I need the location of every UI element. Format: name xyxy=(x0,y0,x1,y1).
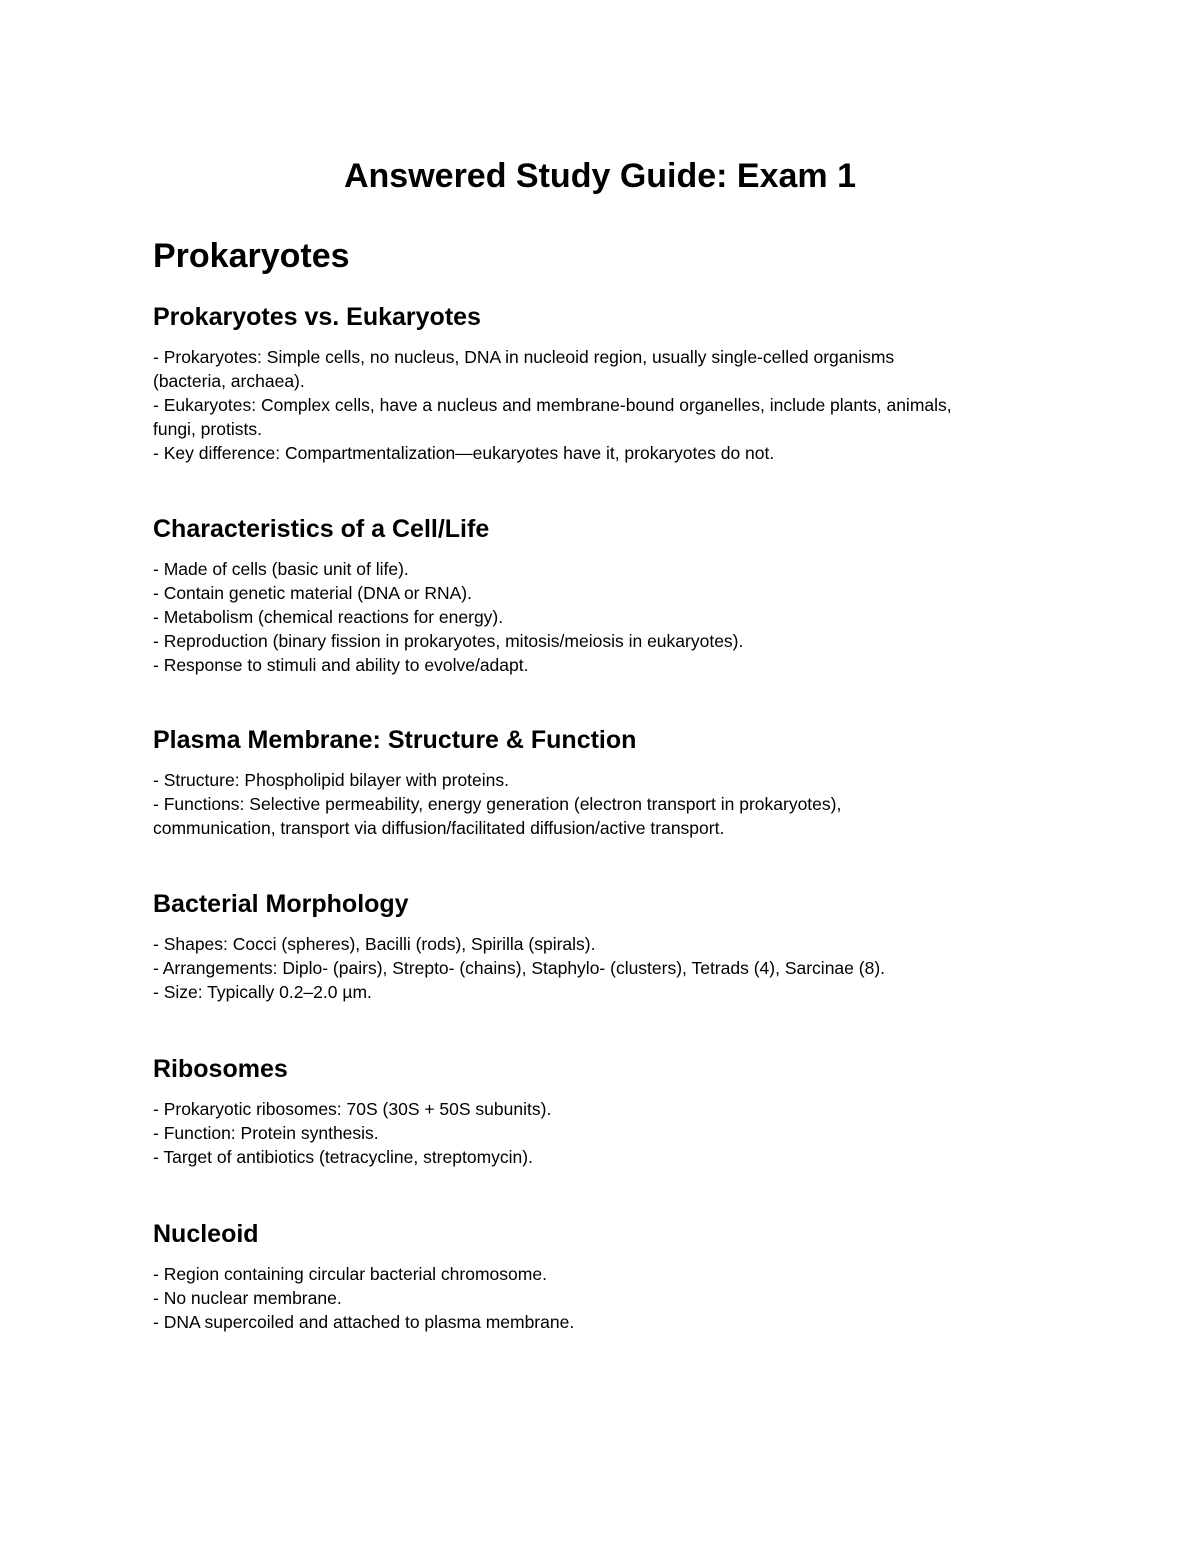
section-heading: Plasma Membrane: Structure & Function xyxy=(153,726,637,754)
body-line: - Target of antibiotics (tetracycline, streptomycin). xyxy=(153,1147,533,1167)
section-characteristics-of-life xyxy=(153,513,1073,677)
section-heading: Prokaryotes vs. Eukaryotes xyxy=(153,303,481,331)
section-heading: Nucleoid xyxy=(153,1220,259,1248)
section-bacterial-morphology xyxy=(153,888,1073,1004)
body-line: - Metabolism (chemical reactions for energy). xyxy=(153,607,504,627)
section-plasma-membrane xyxy=(153,724,1073,840)
body-line: fungi, protists. xyxy=(153,419,262,439)
section-heading: Characteristics of a Cell/Life xyxy=(153,515,490,543)
body-line: - Structure: Phospholipid bilayer with proteins. xyxy=(153,770,510,790)
section-body xyxy=(153,345,1073,465)
body-line: - Eukaryotes: Complex cells, have a nucleus and membrane-bound organelles, include plants, animals, xyxy=(153,395,952,415)
section-body xyxy=(153,1262,1073,1334)
body-line: - Region containing circular bacterial chromosome. xyxy=(153,1264,547,1284)
body-line: - Contain genetic material (DNA or RNA). xyxy=(153,583,472,603)
body-line: - Key difference: Compartmentalization—eukaryotes have it, prokaryotes do not. xyxy=(153,443,775,463)
body-line: (bacteria, archaea). xyxy=(153,371,305,391)
section-body xyxy=(153,768,1073,840)
section-body xyxy=(153,557,1073,677)
section-heading: Ribosomes xyxy=(153,1055,288,1083)
body-line: - Shapes: Cocci (spheres), Bacilli (rods), Spirilla (spirals). xyxy=(153,934,596,954)
body-line: - DNA supercoiled and attached to plasma membrane. xyxy=(153,1312,575,1332)
section-body xyxy=(153,1097,1073,1169)
body-line: - Prokaryotes: Simple cells, no nucleus, DNA in nucleoid region, usually single-celled organisms xyxy=(153,347,895,367)
section-ribosomes xyxy=(153,1053,1073,1169)
section-body xyxy=(153,932,1073,1004)
chapter-heading: Prokaryotes xyxy=(153,237,350,275)
body-line: - Prokaryotic ribosomes: 70S (30S + 50S subunits). xyxy=(153,1099,552,1119)
body-line: - No nuclear membrane. xyxy=(153,1288,342,1308)
body-line: - Reproduction (binary fission in prokaryotes, mitosis/meiosis in eukaryotes). xyxy=(153,631,744,651)
body-line: - Made of cells (basic unit of life). xyxy=(153,559,409,579)
section-prokaryotes-vs-eukaryotes xyxy=(153,301,1073,465)
body-line: - Arrangements: Diplo- (pairs), Strepto- (chains), Staphylo- (clusters), Tetrads (4), Sarcinae (8). xyxy=(153,958,886,978)
body-line: - Function: Protein synthesis. xyxy=(153,1123,379,1143)
section-nucleoid xyxy=(153,1218,1073,1334)
document-title: Answered Study Guide: Exam 1 xyxy=(343,157,857,195)
body-line: - Functions: Selective permeability, energy generation (electron transport in prokaryotes), xyxy=(153,794,842,814)
body-line: communication, transport via diffusion/facilitated diffusion/active transport. xyxy=(153,818,725,838)
body-line: - Size: Typically 0.2–2.0 µm. xyxy=(153,982,372,1002)
body-line: - Response to stimuli and ability to evolve/adapt. xyxy=(153,655,529,675)
section-heading: Bacterial Morphology xyxy=(153,890,409,918)
